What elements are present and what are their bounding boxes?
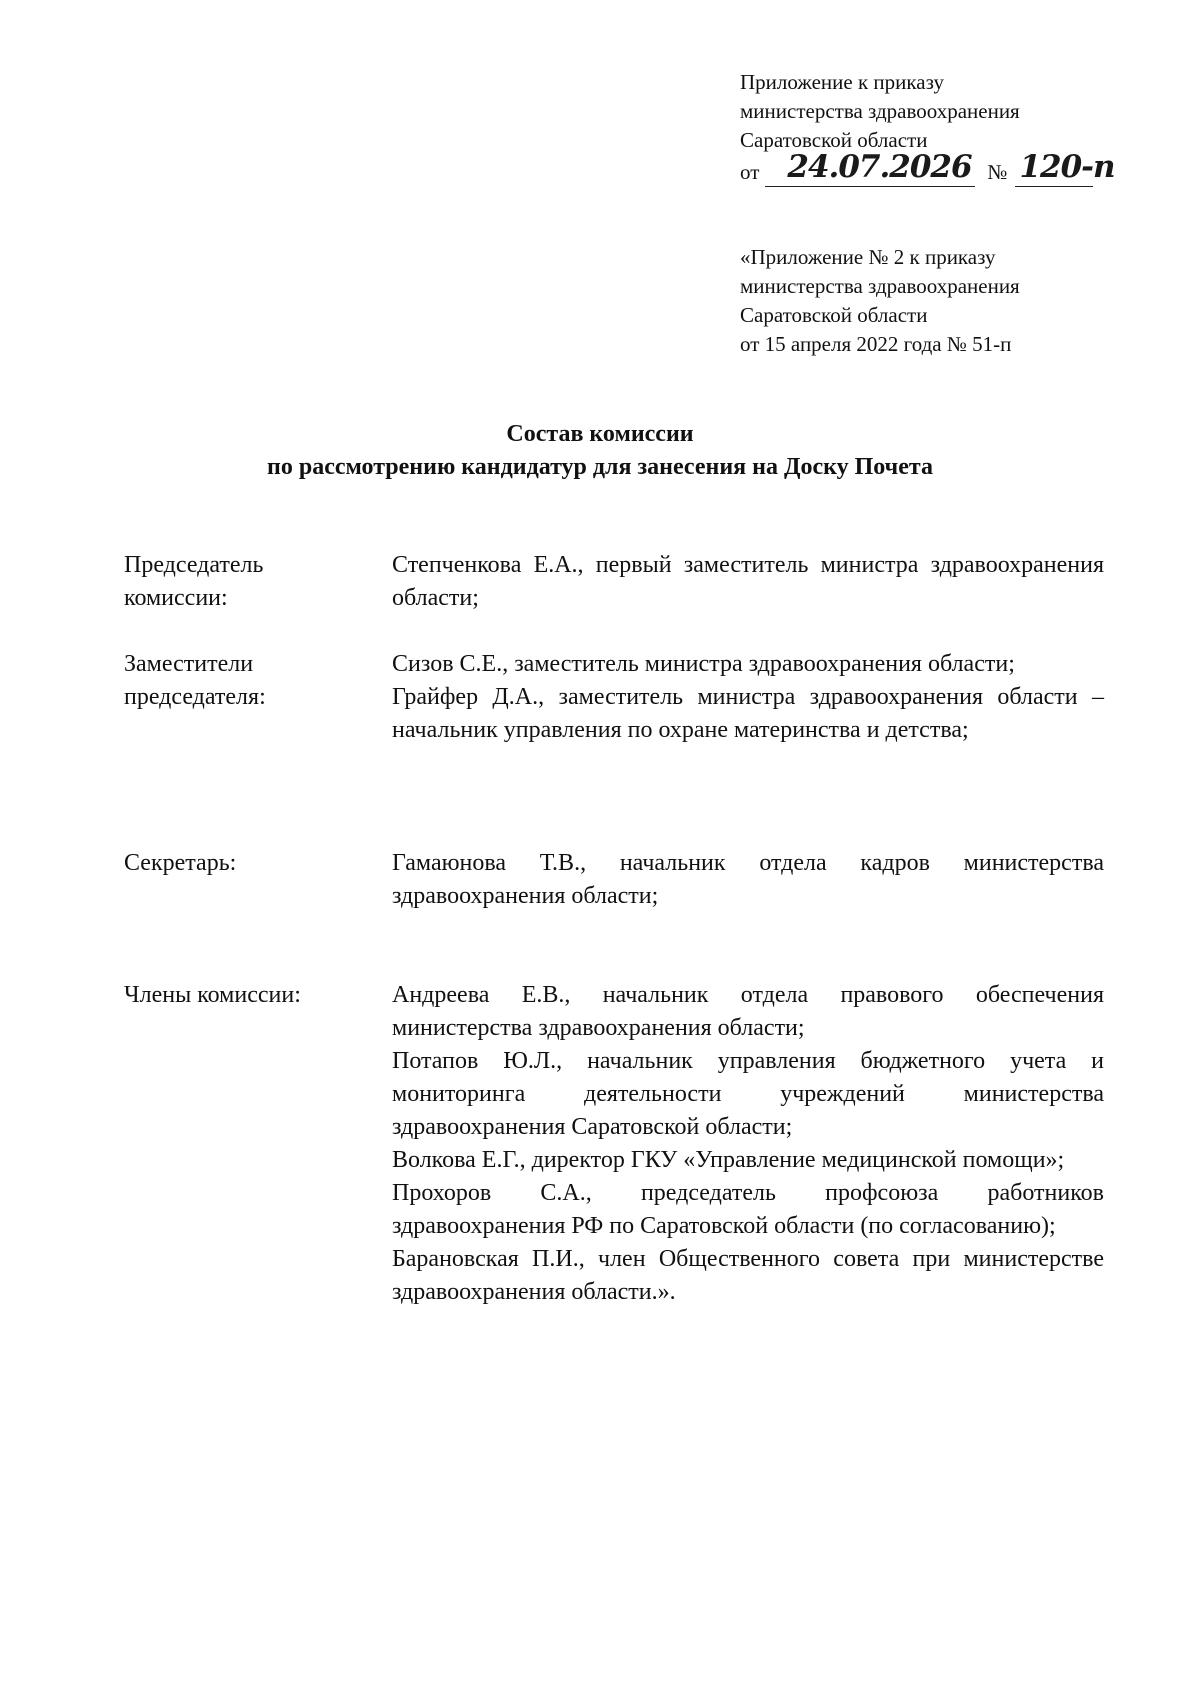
order-date-line xyxy=(740,149,1160,187)
role-label: Председатель комиссии: xyxy=(124,552,264,611)
member-entry: Сизов С.Е., заместитель министра здравоохранения области; xyxy=(392,651,1015,677)
members-section xyxy=(124,979,1104,1309)
member-entry: Гамаюнова Т.В., начальник отдела кадров министерства здравоохранения области; xyxy=(392,850,1104,909)
member-entry: Грайфер Д.А., заместитель министра здравоохранения области – начальник управления по охране материнства и детства; xyxy=(392,684,1104,743)
chair-section xyxy=(124,549,1104,615)
deputies-section xyxy=(124,648,1104,747)
attachment-header xyxy=(740,68,1160,187)
members-list xyxy=(392,648,1104,747)
secretary-section xyxy=(124,847,1104,913)
attachment-line: Приложение к приказу xyxy=(740,70,944,94)
members-list xyxy=(392,979,1104,1309)
amended-line: министерства здравоохранения xyxy=(740,274,1020,298)
document-title xyxy=(0,418,1200,484)
amended-line: Саратовской области xyxy=(740,303,928,327)
member-entry: Барановская П.И., член Общественного совета при министерстве здравоохранения области.». xyxy=(392,1246,1104,1305)
attachment-line: министерства здравоохранения xyxy=(740,99,1020,123)
amended-line: от 15 апреля 2022 года № 51-п xyxy=(740,332,1012,356)
date-prefix: от xyxy=(740,160,760,184)
title-line-1: Состав комиссии xyxy=(506,421,694,447)
members-list xyxy=(392,847,1104,913)
role-label: Секретарь: xyxy=(124,850,237,876)
number-sign: № xyxy=(987,160,1008,184)
member-entry: Андреева Е.В., начальник отдела правового обеспечения министерства здравоохранения области; xyxy=(392,982,1104,1041)
member-entry: Степченкова Е.А., первый заместитель министра здравоохранения области; xyxy=(392,552,1104,611)
number-field xyxy=(1015,149,1115,187)
attachment-line: Саратовской области xyxy=(740,128,928,152)
title-line-2: по рассмотрению кандидатур для занесения на Доску Почета xyxy=(267,454,933,480)
handwritten-date: 24.07.2026 xyxy=(787,149,972,185)
date-field xyxy=(765,149,975,187)
role-label: Члены комиссии: xyxy=(124,982,301,1008)
member-entry: Прохоров С.А., председатель профсоюза работников здравоохранения РФ по Саратовской области (по согласованию); xyxy=(392,1180,1104,1239)
amended-line: «Приложение № 2 к приказу xyxy=(740,245,996,269)
handwritten-number: 120-п xyxy=(1019,149,1115,185)
members-list xyxy=(392,549,1104,615)
role-label: Заместители председателя: xyxy=(124,651,266,710)
member-entry: Волкова Е.Г., директор ГКУ «Управление медицинской помощи»; xyxy=(392,1147,1065,1173)
amended-attachment-header xyxy=(740,243,1160,359)
member-entry: Потапов Ю.Л., начальник управления бюджетного учета и мониторинга деятельности учреждений министерства здравоохранения Саратовской области; xyxy=(392,1048,1104,1140)
